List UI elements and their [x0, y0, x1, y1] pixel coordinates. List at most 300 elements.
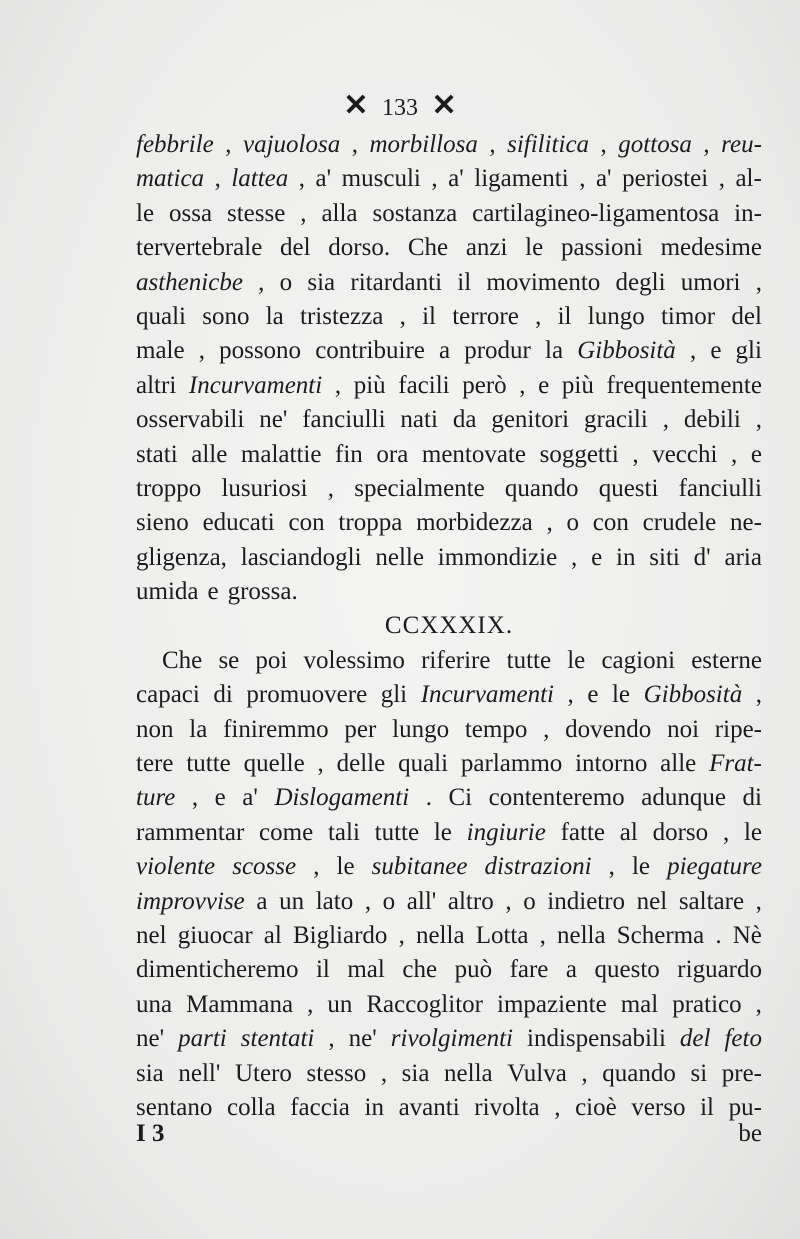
word: facili — [398, 371, 450, 399]
text-line — [136, 300, 762, 334]
word: il — [457, 268, 472, 296]
word: , — [567, 681, 574, 709]
italic-word: ingiurie — [466, 818, 546, 846]
word: , — [755, 990, 762, 1018]
section-heading — [136, 609, 762, 643]
word: le — [525, 234, 544, 262]
word: siti — [649, 543, 680, 571]
word: troppa — [338, 509, 403, 537]
italic-word: subitanee — [371, 853, 468, 881]
text-line — [136, 781, 762, 815]
word: , — [539, 921, 546, 949]
text-line — [136, 1022, 762, 1056]
word: altro — [447, 887, 494, 915]
text-line — [136, 885, 762, 919]
word: giuocar — [177, 921, 253, 949]
word: aria — [724, 543, 762, 571]
word: il — [557, 302, 572, 330]
word: colla — [227, 1093, 276, 1121]
word: le — [631, 853, 650, 881]
word: sia — [401, 1059, 430, 1087]
word: dimenticheremo — [136, 956, 299, 984]
italic-word: ture — [136, 784, 176, 812]
word: , — [689, 337, 697, 365]
word: , — [546, 509, 553, 537]
word: e — [214, 784, 226, 812]
word: alle — [660, 750, 697, 778]
text-line — [136, 953, 762, 987]
italic-word: scosse — [232, 853, 297, 881]
word: rivolta — [474, 1093, 540, 1121]
word: la — [265, 302, 284, 330]
word: tristezza — [300, 302, 384, 330]
italic-word: lattea — [231, 165, 289, 193]
word: si — [690, 1059, 708, 1087]
italic-word: Frat- — [709, 750, 762, 778]
word: riguardo — [677, 956, 762, 984]
word: frequentemente — [606, 371, 762, 399]
text-line — [136, 266, 762, 300]
word: o — [382, 887, 396, 915]
word: , — [399, 302, 406, 330]
word: se — [218, 646, 240, 674]
word: nel — [136, 921, 167, 949]
catchword: be — [738, 1120, 762, 1147]
word: crudele — [642, 509, 717, 537]
word: ne' — [136, 1025, 165, 1053]
word: questo — [594, 956, 660, 984]
text-line — [136, 919, 762, 953]
italic-word: parti — [178, 1025, 227, 1053]
italic-word: matica — [136, 165, 205, 193]
word: , — [380, 1059, 388, 1087]
word: gracili — [583, 406, 648, 434]
word: ripe- — [714, 715, 762, 743]
word: tali — [327, 818, 360, 846]
word: al — [619, 818, 638, 846]
body-text — [136, 128, 762, 1125]
word: tutte — [506, 646, 552, 674]
word: capaci — [136, 681, 200, 709]
word: nelle — [375, 543, 424, 571]
word: indietro — [547, 887, 626, 915]
word: genitori — [491, 406, 570, 434]
word: ritardanti — [350, 268, 443, 296]
word: , — [258, 268, 265, 296]
word: , — [334, 371, 342, 399]
word: tere — [136, 750, 174, 778]
page-header — [0, 88, 800, 126]
word: il — [315, 956, 330, 984]
word: nella — [415, 921, 465, 949]
word: , — [581, 1059, 588, 1087]
word: Lotta — [475, 921, 529, 949]
italic-word: feto — [724, 1025, 762, 1053]
italic-word: febbrile — [136, 131, 214, 158]
word: , — [755, 681, 762, 709]
word: un — [279, 887, 305, 915]
text-line — [136, 506, 762, 540]
word: , — [579, 165, 586, 193]
word: , — [755, 406, 762, 434]
italic-word: Gibbosità — [643, 681, 743, 709]
italic-word: stentati — [240, 1025, 315, 1053]
word: male — [136, 337, 185, 365]
word: gligenza, — [136, 543, 227, 571]
word: nel — [636, 887, 668, 915]
text-line — [136, 747, 762, 781]
word: quelle — [243, 750, 305, 778]
word: le — [136, 199, 155, 227]
word: gli — [735, 337, 762, 365]
text-line — [136, 231, 762, 265]
word: , — [489, 131, 496, 158]
page-footer — [136, 1120, 762, 1148]
word: in — [616, 543, 636, 571]
word: al- — [735, 165, 762, 193]
word: di — [213, 681, 233, 709]
word: a' — [595, 165, 612, 193]
word: pre- — [721, 1059, 762, 1087]
word: o — [523, 887, 536, 915]
word: sentano — [136, 1093, 213, 1121]
word: osservabili — [136, 406, 245, 434]
word: , — [300, 199, 307, 227]
word: , — [364, 887, 372, 915]
word: nella — [444, 1059, 493, 1087]
word: ne' — [348, 1025, 377, 1053]
word: del — [280, 234, 311, 262]
word: con — [592, 509, 629, 537]
word: Scherma — [616, 921, 705, 949]
word: cagioni — [601, 646, 676, 674]
word: le — [611, 681, 631, 709]
word: fanciulli — [302, 406, 386, 434]
italic-word: morbillosa — [369, 131, 478, 158]
word: o — [279, 268, 293, 296]
word: lungo — [587, 302, 645, 330]
word: ossa — [168, 199, 213, 227]
word: quali — [136, 302, 186, 330]
word: intorno — [575, 750, 648, 778]
word: Nè — [732, 921, 762, 949]
text-line — [136, 334, 762, 368]
word: dorso — [652, 818, 709, 846]
word: quando — [504, 474, 579, 502]
word: e — [207, 578, 219, 606]
word: tutte — [186, 750, 231, 778]
word: grossa. — [227, 578, 298, 606]
word: , — [554, 1093, 561, 1121]
word: immondizie — [437, 543, 558, 571]
word: umori — [680, 268, 741, 296]
word: indispensabili — [527, 1025, 666, 1053]
word: gli — [380, 681, 408, 709]
italic-word: rivolgimenti — [390, 1025, 513, 1053]
word: , — [191, 784, 199, 812]
word: ora — [376, 440, 409, 468]
word: movimento — [486, 268, 601, 296]
text-line — [136, 644, 762, 678]
word: ne' — [259, 406, 288, 434]
word: la — [189, 715, 208, 743]
word: lungo — [392, 715, 450, 743]
word: però — [462, 371, 507, 399]
word: specialmente — [354, 474, 485, 502]
italic-word: Incurvamenti — [420, 681, 554, 709]
word: mentovate — [421, 440, 527, 468]
word: malattie — [240, 440, 322, 468]
word: soggetti — [539, 440, 619, 468]
word: e — [538, 371, 550, 399]
word: , — [198, 337, 205, 365]
word: , — [327, 474, 335, 502]
word: Bigliardo — [292, 921, 388, 949]
word: stati — [136, 440, 178, 468]
word: il — [700, 1093, 715, 1121]
word: , — [535, 302, 542, 330]
word: , — [703, 131, 710, 158]
word: verso — [631, 1093, 686, 1121]
word: da — [452, 406, 477, 434]
word: alla — [321, 199, 358, 227]
word: troppo — [136, 474, 202, 502]
page-number: 133 — [382, 95, 418, 121]
word: nell' — [178, 1059, 221, 1087]
word: le — [567, 646, 586, 674]
word: Vulva — [507, 1059, 567, 1087]
word: Raccoglitor — [366, 990, 483, 1018]
word: promuovere — [246, 681, 368, 709]
word: contribuire — [315, 337, 425, 365]
word: , — [313, 853, 320, 881]
word: , — [214, 165, 221, 193]
word: altri — [136, 371, 177, 399]
word: sostanza — [372, 199, 458, 227]
word: e — [591, 543, 603, 571]
signature-mark: I 3 — [136, 1120, 165, 1147]
word: pratico — [672, 990, 742, 1018]
italic-word: piegature — [667, 853, 762, 881]
word: , — [519, 371, 526, 399]
word: dovendo — [565, 715, 652, 743]
word: Utero — [234, 1059, 292, 1087]
text-line — [136, 988, 762, 1022]
word: parlammo — [460, 750, 563, 778]
word: d' — [693, 543, 711, 571]
word: alle — [191, 440, 228, 468]
word: terrore — [452, 302, 519, 330]
word: a — [565, 956, 578, 984]
word: non — [136, 715, 174, 743]
word: lato — [315, 887, 354, 915]
word: cartilagineo-ligamentosa — [472, 199, 720, 227]
word: , — [662, 406, 669, 434]
word: cioè — [575, 1093, 617, 1121]
word: lasciandogli — [240, 543, 362, 571]
italic-word: sifilitica — [507, 131, 590, 158]
text-line — [136, 678, 762, 712]
word: , — [571, 543, 578, 571]
word: umida — [136, 578, 199, 606]
word: . — [715, 921, 722, 949]
word: sia — [136, 1059, 164, 1087]
word: le — [433, 818, 452, 846]
word: che — [402, 956, 438, 984]
word: a' — [242, 784, 258, 812]
word: anzi — [465, 234, 508, 262]
word: il — [422, 302, 436, 330]
word: quando — [602, 1059, 676, 1087]
word: fanciulli — [678, 474, 762, 502]
word: noi — [667, 715, 700, 743]
word: , — [722, 818, 730, 846]
text-line — [136, 713, 762, 747]
word: , — [431, 165, 438, 193]
word: , — [225, 131, 232, 158]
word: più — [561, 371, 594, 399]
word: del — [731, 302, 762, 330]
word: educati — [202, 509, 275, 537]
text-line — [136, 369, 762, 403]
word: ligamenti — [474, 165, 569, 193]
word: fare — [509, 956, 549, 984]
italic-word: Incurvamenti — [188, 371, 323, 399]
word: le — [743, 818, 762, 846]
word: faccia — [290, 1093, 350, 1121]
word: dorso. — [328, 234, 391, 262]
word: ne- — [730, 509, 762, 537]
word: o — [566, 509, 579, 537]
text-line — [136, 197, 762, 231]
word: sono — [202, 302, 250, 330]
word: rammentar — [136, 818, 245, 846]
word: degli — [615, 268, 666, 296]
word: fatte — [560, 818, 606, 846]
word: passioni — [560, 234, 643, 262]
word: a — [439, 337, 451, 365]
italic-word: del — [679, 1025, 711, 1053]
word: stesse — [226, 199, 286, 227]
word: medesime — [660, 234, 762, 262]
word: , — [351, 131, 358, 158]
word: poi — [255, 646, 288, 674]
italic-word: improvvise — [136, 887, 245, 915]
italic-word: Gibbosità — [577, 337, 676, 365]
word: sieno — [136, 509, 189, 537]
word: come — [259, 818, 314, 846]
text-line — [136, 850, 762, 884]
italic-word: reu- — [721, 131, 762, 158]
word: , — [718, 165, 725, 193]
word: , — [298, 165, 306, 193]
word: più — [353, 371, 386, 399]
word: , — [731, 440, 738, 468]
italic-word: Dislogamenti — [274, 784, 410, 812]
word: all' — [406, 887, 437, 915]
word: , — [600, 131, 607, 158]
word: per — [344, 715, 377, 743]
word: , — [608, 853, 615, 881]
word: di — [742, 784, 762, 812]
word: , — [543, 715, 550, 743]
italic-word: violente — [136, 853, 216, 881]
word: avanti — [398, 1093, 460, 1121]
word: fin — [335, 440, 363, 468]
italic-word: vajuolosa — [243, 131, 341, 158]
word: può — [454, 956, 493, 984]
word: questi — [598, 474, 659, 502]
word: finiremmo — [223, 715, 329, 743]
word: debili — [683, 406, 741, 434]
word: adunque — [641, 784, 726, 812]
word: Mammana — [186, 990, 294, 1018]
word: musculi — [341, 165, 421, 193]
word: a — [256, 887, 268, 915]
word: sia — [307, 268, 336, 296]
word: , — [307, 990, 314, 1018]
word: possono — [219, 337, 302, 365]
word: a' — [448, 165, 464, 193]
word: , — [317, 750, 324, 778]
text-line — [136, 128, 762, 162]
word: tutte — [374, 818, 420, 846]
text-line — [136, 162, 762, 196]
word: , — [505, 887, 512, 915]
word: nati — [400, 406, 438, 434]
word: con — [288, 509, 325, 537]
text-line — [136, 575, 762, 609]
text-line — [136, 1057, 762, 1091]
word: , — [398, 921, 405, 949]
word: tervertebrale — [136, 234, 263, 262]
italic-word: asthenicbe — [136, 268, 243, 296]
word: quali — [398, 750, 449, 778]
word: e — [587, 681, 599, 709]
word: , — [755, 887, 762, 915]
word: nella — [556, 921, 606, 949]
word: volessimo — [303, 646, 405, 674]
word: Che — [407, 234, 449, 262]
word: mal — [347, 956, 385, 984]
word: , — [632, 440, 639, 468]
word: un — [327, 990, 353, 1018]
word: Ci — [448, 784, 473, 812]
word: delle — [336, 750, 386, 778]
word: stesso — [306, 1059, 367, 1087]
word: , — [755, 268, 762, 296]
word: Che — [162, 646, 203, 674]
word: saltare — [678, 887, 745, 915]
word: esterne — [691, 646, 762, 674]
header-ornament-left: ✕ — [343, 89, 369, 122]
word: e — [750, 440, 762, 468]
word: e — [710, 337, 722, 365]
word: la — [545, 337, 564, 365]
text-line — [136, 816, 762, 850]
word: impaziente — [497, 990, 607, 1018]
word: morbidezza — [416, 509, 533, 537]
italic-word: distrazioni — [484, 853, 592, 881]
word: produr — [464, 337, 531, 365]
word: tempo — [464, 715, 528, 743]
word: riferire — [421, 646, 491, 674]
word: al — [263, 921, 282, 949]
word: . — [425, 784, 432, 812]
word: una — [136, 990, 173, 1018]
word: contenteremo — [488, 784, 625, 812]
word: a' — [315, 165, 332, 193]
